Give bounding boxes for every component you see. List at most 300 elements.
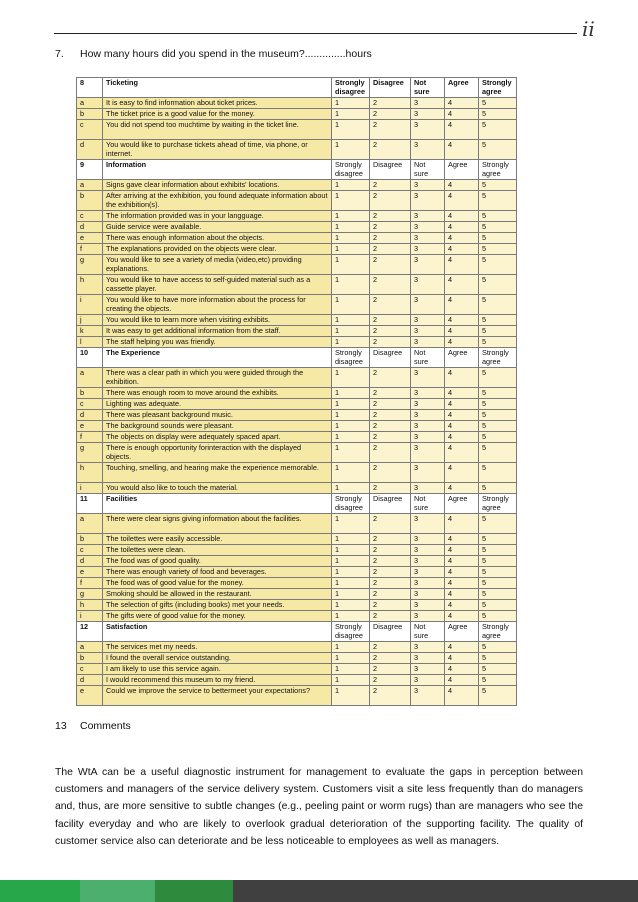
scale-cell: Not sure <box>411 622 445 642</box>
statement-cell: You would like to have more information about the process for creating the objects. <box>103 295 332 315</box>
scale-cell: 4 <box>445 653 479 664</box>
scale-cell: 1 <box>332 642 370 653</box>
statement-cell: Touching, smelling, and hearing make the experience memorable. <box>103 463 332 483</box>
scale-cell: 4 <box>445 556 479 567</box>
item-id-cell: g <box>77 255 103 275</box>
item-id-cell: j <box>77 315 103 326</box>
statement-cell: Facilities <box>103 494 332 514</box>
table-row <box>77 399 517 410</box>
scale-cell: 3 <box>411 326 445 337</box>
item-id-cell: i <box>77 483 103 494</box>
statement-cell: The staff helping you was friendly. <box>103 337 332 348</box>
scale-cell: 5 <box>479 534 517 545</box>
statement-cell: The information provided was in your langguage. <box>103 211 332 222</box>
scale-cell: 1 <box>332 233 370 244</box>
item-id-cell: c <box>77 399 103 410</box>
scale-cell: 5 <box>479 642 517 653</box>
footer-segment <box>0 880 80 902</box>
scale-cell: 1 <box>332 326 370 337</box>
table-row <box>77 410 517 421</box>
scale-cell: 5 <box>479 315 517 326</box>
scale-cell: 5 <box>479 98 517 109</box>
table-row <box>77 222 517 233</box>
scale-cell: 1 <box>332 686 370 706</box>
table-row <box>77 255 517 275</box>
statement-cell: You would like to learn more when visiting exhibits. <box>103 315 332 326</box>
scale-cell: 1 <box>332 432 370 443</box>
scale-cell: 2 <box>370 463 411 483</box>
footer-segment <box>233 880 638 902</box>
scale-cell: 3 <box>411 556 445 567</box>
table-row <box>77 326 517 337</box>
table-row <box>77 664 517 675</box>
scale-cell: 4 <box>445 98 479 109</box>
scale-cell: 3 <box>411 483 445 494</box>
scale-cell: 5 <box>479 244 517 255</box>
scale-cell: 3 <box>411 589 445 600</box>
statement-cell: You would also like to touch the material. <box>103 483 332 494</box>
table-row <box>77 180 517 191</box>
scale-cell: Disagree <box>370 348 411 368</box>
scale-cell: 4 <box>445 109 479 120</box>
scale-cell: Not sure <box>411 160 445 180</box>
statement-cell: The objects on display were adequately spaced apart. <box>103 432 332 443</box>
scale-cell: 2 <box>370 600 411 611</box>
scale-cell: 5 <box>479 589 517 600</box>
header-rule <box>54 33 577 34</box>
scale-cell: 3 <box>411 600 445 611</box>
scale-cell: Strongly agree <box>479 348 517 368</box>
statement-cell: The services met my needs. <box>103 642 332 653</box>
scale-cell: 5 <box>479 191 517 211</box>
scale-cell: 3 <box>411 514 445 534</box>
scale-cell: 3 <box>411 244 445 255</box>
scale-cell: Not sure <box>411 494 445 514</box>
statement-cell: After arriving at the exhibition, you found adequate information about the exhibition(s). <box>103 191 332 211</box>
table-row <box>77 120 517 140</box>
statement-cell: Signs gave clear information about exhibits' locations. <box>103 180 332 191</box>
scale-cell: 5 <box>479 514 517 534</box>
scale-cell: Agree <box>445 160 479 180</box>
item-id-cell: g <box>77 443 103 463</box>
scale-cell: 2 <box>370 653 411 664</box>
scale-cell: 3 <box>411 98 445 109</box>
scale-cell: 1 <box>332 421 370 432</box>
scale-cell: 2 <box>370 140 411 160</box>
scale-cell: 5 <box>479 653 517 664</box>
scale-cell: 4 <box>445 432 479 443</box>
question-text: Comments <box>80 720 131 732</box>
scale-cell: 4 <box>445 443 479 463</box>
scale-cell: 5 <box>479 578 517 589</box>
table-row <box>77 653 517 664</box>
statement-cell: The food was of good quality. <box>103 556 332 567</box>
scale-cell: 3 <box>411 180 445 191</box>
scale-cell: 3 <box>411 653 445 664</box>
scale-cell: 2 <box>370 556 411 567</box>
item-id-cell: e <box>77 686 103 706</box>
table-row <box>77 432 517 443</box>
table-section-row <box>77 622 517 642</box>
table-row <box>77 368 517 388</box>
question-text: How many hours did you spend in the museum?..............hours <box>80 48 372 60</box>
scale-cell: 1 <box>332 180 370 191</box>
scale-cell: 5 <box>479 211 517 222</box>
table-row <box>77 675 517 686</box>
question-13 <box>55 720 131 732</box>
scale-cell: 2 <box>370 642 411 653</box>
scale-cell: 4 <box>445 410 479 421</box>
scale-cell: 1 <box>332 653 370 664</box>
statement-cell: There was enough room to move around the exhibits. <box>103 388 332 399</box>
scale-cell: 2 <box>370 578 411 589</box>
scale-cell: 3 <box>411 578 445 589</box>
scale-cell: 3 <box>411 545 445 556</box>
scale-cell: 4 <box>445 388 479 399</box>
statement-cell: There is enough opportunity forinteraction with the displayed objects. <box>103 443 332 463</box>
scale-cell: 2 <box>370 120 411 140</box>
item-id-cell: 11 <box>77 494 103 514</box>
scale-cell: 1 <box>332 211 370 222</box>
scale-cell: 1 <box>332 191 370 211</box>
questionnaire-table-wrap <box>76 77 516 706</box>
scale-cell: 1 <box>332 463 370 483</box>
table-row <box>77 140 517 160</box>
item-id-cell: i <box>77 295 103 315</box>
scale-cell: 5 <box>479 368 517 388</box>
scale-cell: 5 <box>479 326 517 337</box>
question-7 <box>55 48 372 60</box>
statement-cell: Information <box>103 160 332 180</box>
scale-cell: Disagree <box>370 160 411 180</box>
scale-cell: Disagree <box>370 494 411 514</box>
table-row <box>77 244 517 255</box>
item-id-cell: b <box>77 388 103 399</box>
scale-cell: Strongly agree <box>479 78 517 98</box>
scale-cell: 2 <box>370 368 411 388</box>
item-id-cell: d <box>77 556 103 567</box>
scale-cell: 5 <box>479 611 517 622</box>
scale-cell: 1 <box>332 443 370 463</box>
scale-cell: 1 <box>332 545 370 556</box>
scale-cell: 3 <box>411 534 445 545</box>
scale-cell: 5 <box>479 120 517 140</box>
statement-cell: The ticket price is a good value for the money. <box>103 109 332 120</box>
scale-cell: 3 <box>411 255 445 275</box>
scale-cell: 2 <box>370 443 411 463</box>
scale-cell: 4 <box>445 578 479 589</box>
scale-cell: Strongly disagree <box>332 348 370 368</box>
scale-cell: 4 <box>445 233 479 244</box>
scale-cell: 5 <box>479 388 517 399</box>
item-id-cell: c <box>77 664 103 675</box>
scale-cell: 3 <box>411 432 445 443</box>
scale-cell: 3 <box>411 295 445 315</box>
item-id-cell: b <box>77 653 103 664</box>
scale-cell: 3 <box>411 664 445 675</box>
scale-cell: 4 <box>445 675 479 686</box>
scale-cell: 2 <box>370 222 411 233</box>
scale-cell: 1 <box>332 483 370 494</box>
table-row <box>77 388 517 399</box>
table-row <box>77 109 517 120</box>
scale-cell: 1 <box>332 337 370 348</box>
item-id-cell: e <box>77 567 103 578</box>
scale-cell: 4 <box>445 211 479 222</box>
table-row <box>77 556 517 567</box>
item-id-cell: 10 <box>77 348 103 368</box>
statement-cell: The gifts were of good value for the money. <box>103 611 332 622</box>
scale-cell: 5 <box>479 295 517 315</box>
scale-cell: 5 <box>479 337 517 348</box>
scale-cell: 5 <box>479 664 517 675</box>
scale-cell: 5 <box>479 567 517 578</box>
statement-cell: There were clear signs giving information about the facilities. <box>103 514 332 534</box>
scale-cell: 4 <box>445 180 479 191</box>
scale-cell: 2 <box>370 109 411 120</box>
scale-cell: 4 <box>445 275 479 295</box>
scale-cell: 1 <box>332 120 370 140</box>
scale-cell: 5 <box>479 443 517 463</box>
item-id-cell: c <box>77 545 103 556</box>
scale-cell: 3 <box>411 120 445 140</box>
scale-cell: 3 <box>411 443 445 463</box>
scale-cell: 5 <box>479 255 517 275</box>
scale-cell: 2 <box>370 545 411 556</box>
scale-cell: 2 <box>370 191 411 211</box>
statement-cell: It is easy to find information about ticket prices. <box>103 98 332 109</box>
scale-cell: 2 <box>370 388 411 399</box>
table-row <box>77 98 517 109</box>
table-row <box>77 589 517 600</box>
scale-cell: 1 <box>332 98 370 109</box>
scale-cell: Strongly disagree <box>332 622 370 642</box>
item-id-cell: 12 <box>77 622 103 642</box>
body-paragraph: The WtA can be a useful diagnostic instrument for management to evaluate the gaps in perception between customers and managers of the service delivery system. Customers visit a site less frequently than do managers and, thus, are more sensitive to subtle changes (e.g., peeling paint or worm rugs) than are managers who see the facility everyday and who are likely to overlook gradual deterioration of the supporting facility. The quality of customer service also can deteriorate and be less noticeable to employees as well as managers. <box>55 767 583 847</box>
scale-cell: 3 <box>411 315 445 326</box>
scale-cell: 1 <box>332 399 370 410</box>
scale-cell: 1 <box>332 255 370 275</box>
item-id-cell: g <box>77 589 103 600</box>
table-row <box>77 545 517 556</box>
scale-cell: Strongly disagree <box>332 494 370 514</box>
table-row <box>77 514 517 534</box>
table-row <box>77 443 517 463</box>
item-id-cell: d <box>77 140 103 160</box>
question-number: 7. <box>55 48 64 60</box>
scale-cell: 2 <box>370 589 411 600</box>
scale-cell: Strongly agree <box>479 622 517 642</box>
scale-cell: Not sure <box>411 348 445 368</box>
table-row <box>77 686 517 706</box>
item-id-cell: e <box>77 233 103 244</box>
scale-cell: 5 <box>479 675 517 686</box>
statement-cell: The Experience <box>103 348 332 368</box>
scale-cell: 5 <box>479 686 517 706</box>
scale-cell: 2 <box>370 534 411 545</box>
scale-cell: 1 <box>332 675 370 686</box>
scale-cell: 3 <box>411 399 445 410</box>
item-id-cell: d <box>77 222 103 233</box>
statement-cell: The toilettes were easily accessible. <box>103 534 332 545</box>
item-id-cell: h <box>77 463 103 483</box>
item-id-cell: i <box>77 611 103 622</box>
scale-cell: 3 <box>411 222 445 233</box>
statement-cell: Satisfaction <box>103 622 332 642</box>
table-row <box>77 233 517 244</box>
scale-cell: 2 <box>370 315 411 326</box>
scale-cell: 1 <box>332 589 370 600</box>
scale-cell: 5 <box>479 545 517 556</box>
scale-cell: 5 <box>479 483 517 494</box>
scale-cell: Agree <box>445 348 479 368</box>
scale-cell: 4 <box>445 244 479 255</box>
scale-cell: 1 <box>332 514 370 534</box>
statement-cell: Guide service were available. <box>103 222 332 233</box>
scale-cell: 4 <box>445 295 479 315</box>
scale-cell: 3 <box>411 642 445 653</box>
item-id-cell: h <box>77 275 103 295</box>
scale-cell: 4 <box>445 600 479 611</box>
scale-cell: 5 <box>479 222 517 233</box>
scale-cell: 1 <box>332 109 370 120</box>
scale-cell: 4 <box>445 222 479 233</box>
scale-cell: 4 <box>445 421 479 432</box>
statement-cell: The explanations provided on the objects were clear. <box>103 244 332 255</box>
scale-cell: 2 <box>370 483 411 494</box>
table-row <box>77 295 517 315</box>
item-id-cell: f <box>77 578 103 589</box>
scale-cell: 3 <box>411 611 445 622</box>
scale-cell: 3 <box>411 211 445 222</box>
statement-cell: Lighting was adequate. <box>103 399 332 410</box>
scale-cell: 3 <box>411 567 445 578</box>
statement-cell: I would recommend this museum to my friend. <box>103 675 332 686</box>
scale-cell: 5 <box>479 556 517 567</box>
statement-cell: I am likely to use this service again. <box>103 664 332 675</box>
scale-cell: 2 <box>370 244 411 255</box>
item-id-cell: 9 <box>77 160 103 180</box>
scale-cell: 4 <box>445 514 479 534</box>
scale-cell: 4 <box>445 589 479 600</box>
statement-cell: There was enough variety of food and beverages. <box>103 567 332 578</box>
scale-cell: 3 <box>411 233 445 244</box>
table-section-row <box>77 160 517 180</box>
scale-cell: 1 <box>332 275 370 295</box>
scale-cell: 2 <box>370 211 411 222</box>
scale-cell: 2 <box>370 664 411 675</box>
scale-cell: 1 <box>332 410 370 421</box>
statement-cell: The toilettes were clean. <box>103 545 332 556</box>
table-row <box>77 421 517 432</box>
scale-cell: 4 <box>445 326 479 337</box>
scale-cell: Strongly agree <box>479 494 517 514</box>
scale-cell: 4 <box>445 567 479 578</box>
scale-cell: 3 <box>411 191 445 211</box>
scale-cell: 3 <box>411 337 445 348</box>
scale-cell: 4 <box>445 337 479 348</box>
scale-cell: 4 <box>445 611 479 622</box>
scale-cell: Disagree <box>370 622 411 642</box>
scale-cell: 3 <box>411 140 445 160</box>
table-section-row <box>77 348 517 368</box>
scale-cell: 1 <box>332 534 370 545</box>
item-id-cell: d <box>77 410 103 421</box>
statement-cell: I found the overall service outstanding. <box>103 653 332 664</box>
statement-cell: The food was of good value for the money. <box>103 578 332 589</box>
scale-cell: Strongly disagree <box>332 78 370 98</box>
statement-cell: You would like to have access to self-guided material such as a cassette player. <box>103 275 332 295</box>
scale-cell: 5 <box>479 140 517 160</box>
scale-cell: Strongly agree <box>479 160 517 180</box>
page-number: ii <box>582 17 595 41</box>
item-id-cell: f <box>77 432 103 443</box>
scale-cell: 3 <box>411 675 445 686</box>
scale-cell: 4 <box>445 545 479 556</box>
scale-cell: 4 <box>445 399 479 410</box>
scale-cell: 5 <box>479 432 517 443</box>
scale-cell: 5 <box>479 463 517 483</box>
scale-cell: 4 <box>445 686 479 706</box>
scale-cell: 2 <box>370 686 411 706</box>
table-row <box>77 463 517 483</box>
scale-cell: 4 <box>445 120 479 140</box>
scale-cell: 1 <box>332 664 370 675</box>
scale-cell: 1 <box>332 244 370 255</box>
scale-cell: Agree <box>445 78 479 98</box>
scale-cell: 2 <box>370 675 411 686</box>
footer-bar <box>0 880 638 902</box>
item-id-cell: b <box>77 109 103 120</box>
item-id-cell: k <box>77 326 103 337</box>
scale-cell: 5 <box>479 180 517 191</box>
statement-cell: There was enough information about the objects. <box>103 233 332 244</box>
table-row <box>77 600 517 611</box>
item-id-cell: f <box>77 244 103 255</box>
scale-cell: 2 <box>370 337 411 348</box>
scale-cell: 5 <box>479 410 517 421</box>
scale-cell: 3 <box>411 275 445 295</box>
scale-cell: 2 <box>370 567 411 578</box>
table-row <box>77 191 517 211</box>
scale-cell: 4 <box>445 534 479 545</box>
scale-cell: 2 <box>370 180 411 191</box>
scale-cell: 1 <box>332 315 370 326</box>
statement-cell: The selection of gifts (including books) met your needs. <box>103 600 332 611</box>
scale-cell: 1 <box>332 578 370 589</box>
statement-cell: Could we improve the service to bettermeet your expectations? <box>103 686 332 706</box>
scale-cell: Strongly disagree <box>332 160 370 180</box>
scale-cell: 1 <box>332 388 370 399</box>
statement-cell: You did not spend too muchtime by waiting in the ticket line. <box>103 120 332 140</box>
scale-cell: 2 <box>370 514 411 534</box>
scale-cell: 2 <box>370 326 411 337</box>
table-row <box>77 211 517 222</box>
table-row <box>77 611 517 622</box>
scale-cell: 3 <box>411 686 445 706</box>
scale-cell: 1 <box>332 295 370 315</box>
scale-cell: Disagree <box>370 78 411 98</box>
scale-cell: 1 <box>332 222 370 233</box>
table-row <box>77 534 517 545</box>
item-id-cell: a <box>77 180 103 191</box>
item-id-cell: b <box>77 191 103 211</box>
scale-cell: 3 <box>411 463 445 483</box>
scale-cell: 3 <box>411 109 445 120</box>
item-id-cell: a <box>77 368 103 388</box>
scale-cell: 1 <box>332 611 370 622</box>
item-id-cell: 8 <box>77 78 103 98</box>
